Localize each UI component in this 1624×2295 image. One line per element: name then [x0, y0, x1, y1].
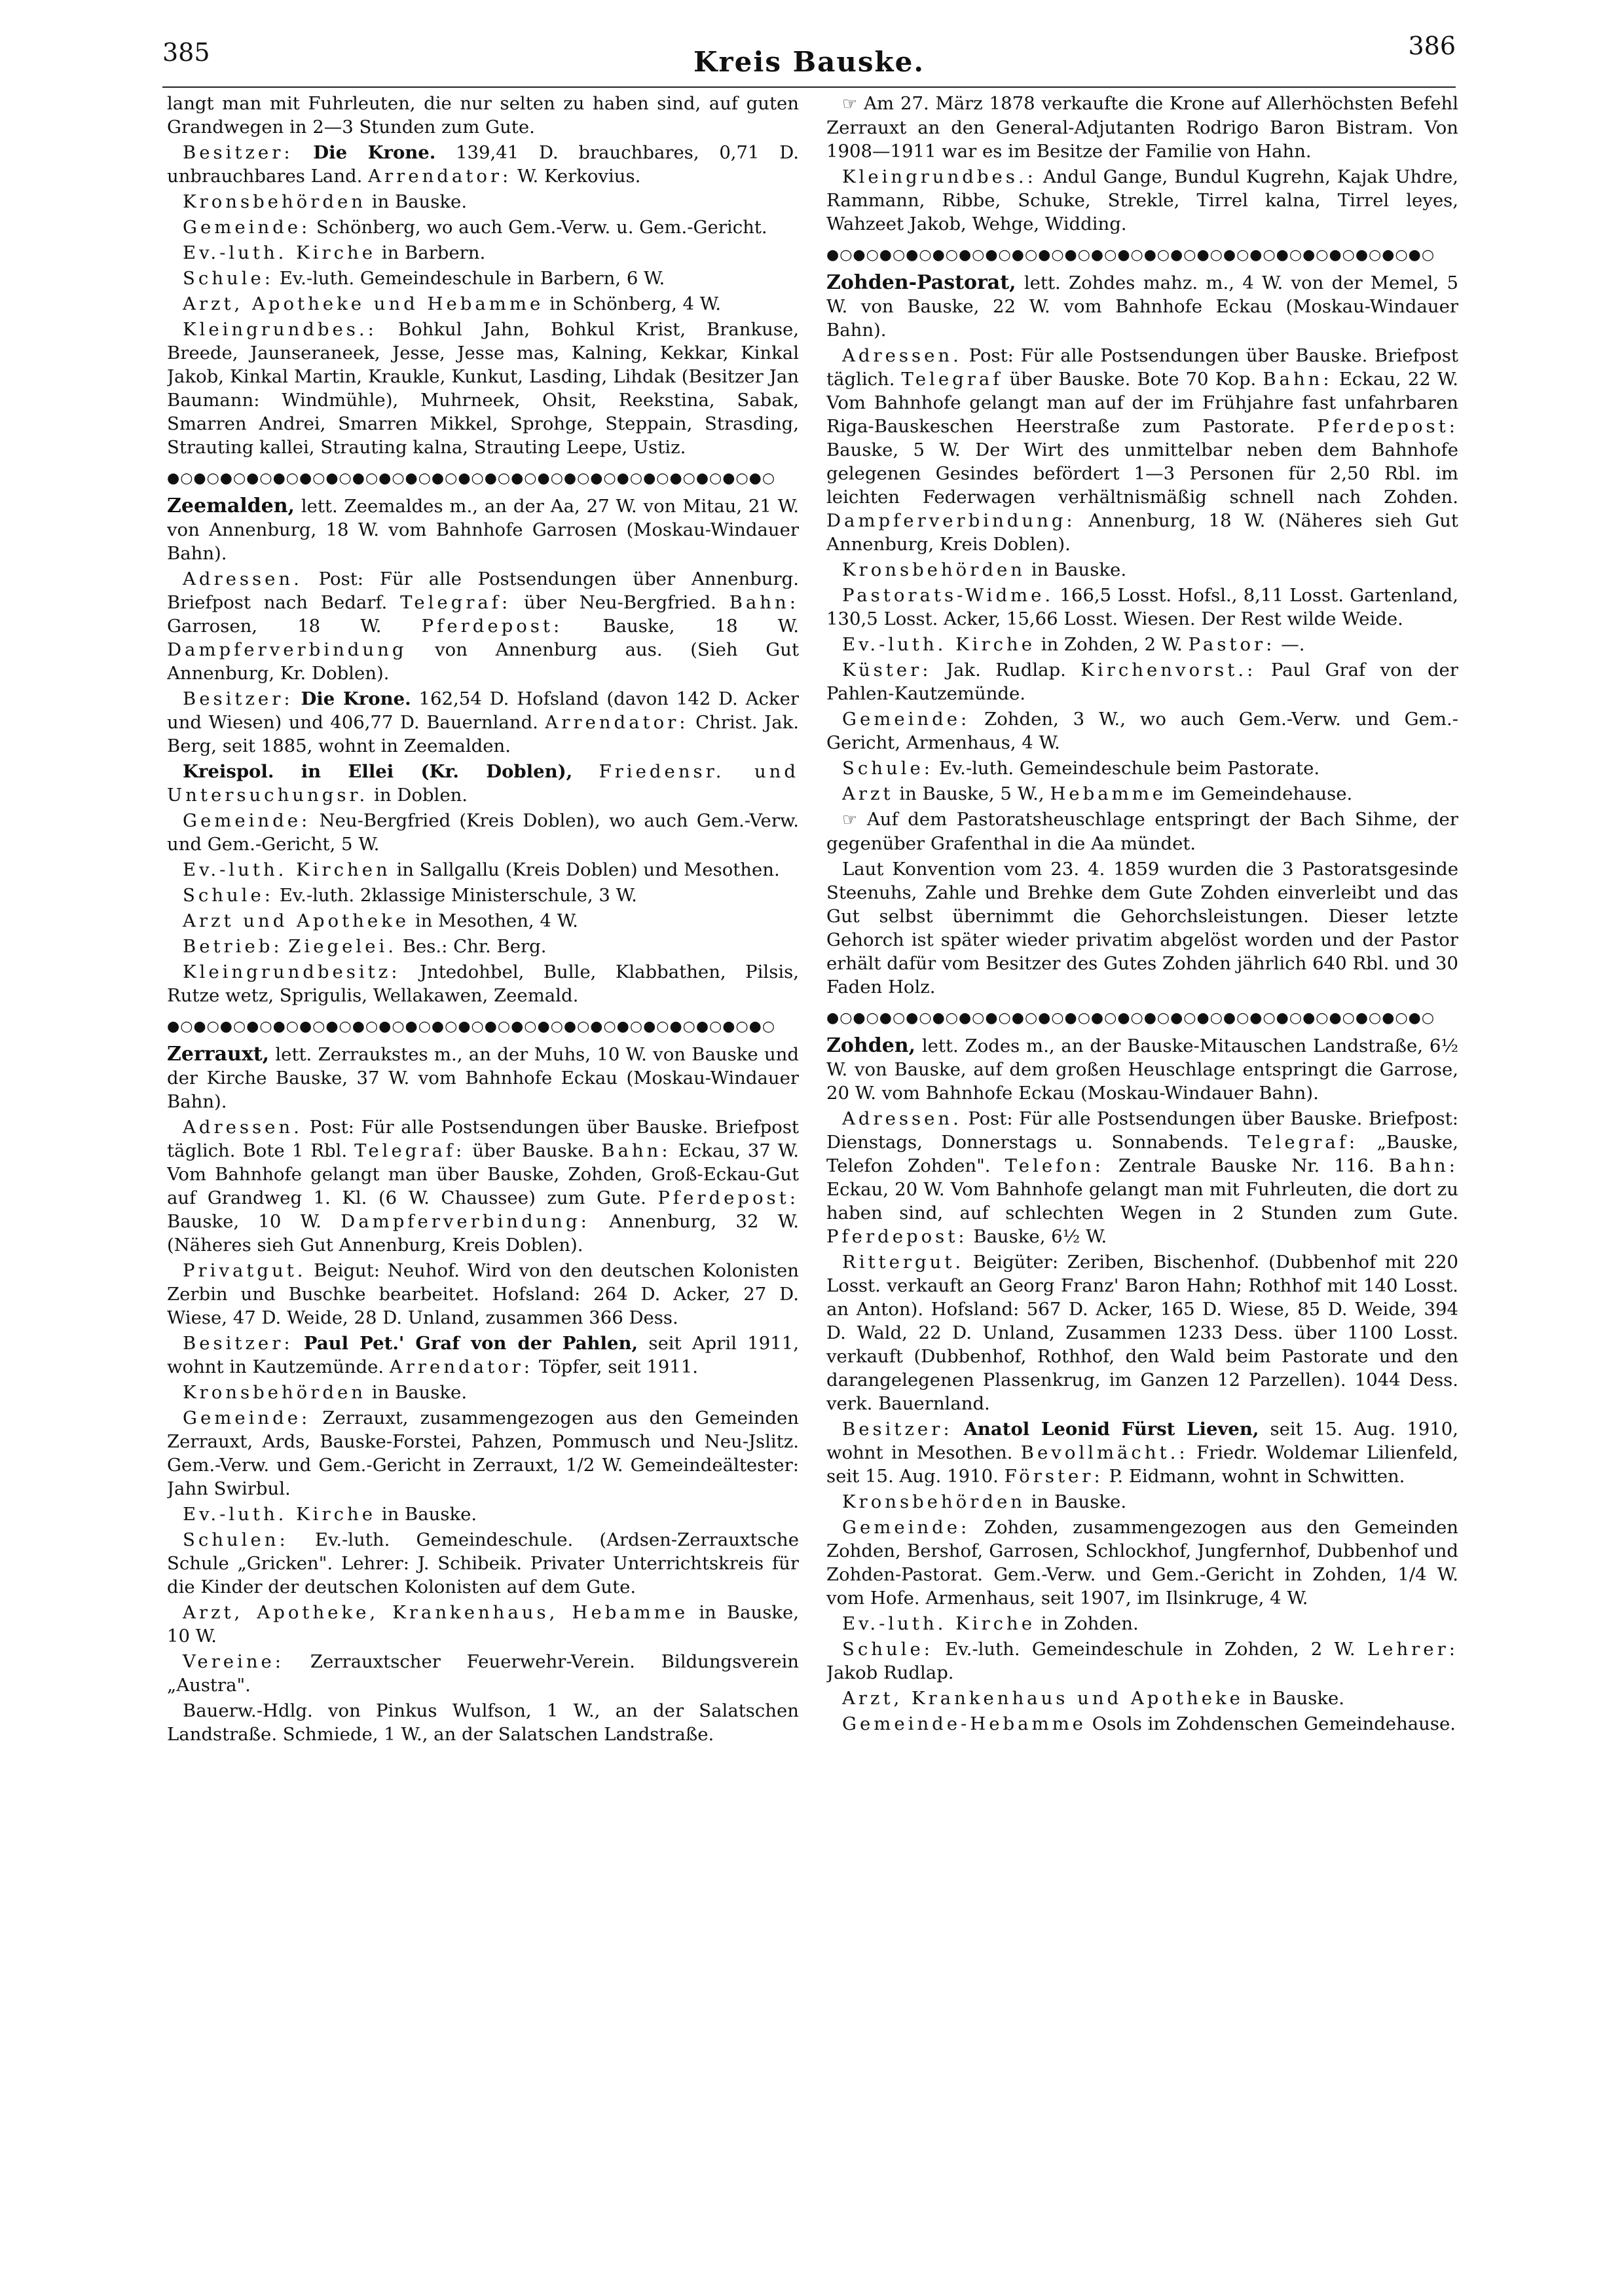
entry-zohden-pastorat: Zohden-Pastorat, lett. Zohdes mahz. m., 4 W. von der Memel, 5 W. von Bauske, 22 W. vom Bahnhofe Eckau (Moskau-Windauer Bahn). — [826, 271, 1458, 341]
paragraph: Gemeinde: Zohden, 3 W., wo auch Gem.-Verw. und Gem.-Gericht, Armenhaus, 4 W. — [826, 709, 1458, 753]
paragraph: Schulen: Ev.-luth. Gemeindeschule. (Ardsen-Zerrauxtsche Schule „Gricken". Lehrer: J. Schibeik. Privater Unterrichtskreis für die Kinder der deutschen Kolonisten auf dem Gute. — [167, 1529, 799, 1597]
paragraph: Adressen. Post: Für alle Postsendungen über Bauske. Briefpost täglich. Telegraf über Bauske. Bote 70 Kop. Bahn: Eckau, 22 W. Vom Bahnhofe gelangt man auf der im Frühjahre fast unfahrbaren Riga-Bauskeschen Heerstraße zum Pastorate. Pferdepost: Bauske, 5 W. Der Wirt des unmittelbar neben dem Bahnhofe gelegenen Gesindes befördert 1—3 Personen für 2,50 Rbl. im leichten Federwagen verhältnismäßig schnell nach Zohden. Dampferverbindung: Annenburg, 18 W. (Näheres sieh Gut Annenburg, Kreis Doblen). — [826, 345, 1458, 555]
paragraph: Kronsbehörden in Bauske. — [183, 1382, 468, 1403]
paragraph: ☞ Auf dem Pastoratsheuschlage entspringt der Bach Sihme, der gegenüber Grafenthal in die Aa mündet. — [826, 809, 1458, 854]
page-header — [162, 31, 1456, 78]
paragraph: Schule: Ev.-luth. Gemeindeschule in Barbern, 6 W. — [183, 268, 665, 289]
paragraph: Ev.-luth. Kirche in Zohden. — [842, 1613, 1139, 1634]
paragraph: Rittergut. Beigüter: Zeriben, Bischenhof. (Dubbenhof mit 220 Losst. verkauft an Georg Franz' Baron Hahn; Rothhof mit 140 Losst. an Anton). Hofsland: 567 D. Acker, 165 D. Wiese, 85 D. Weide, 394 D. Wald, 22 D. Unland, Zusammen 1233 Dess. über 1100 Losst. verkauft (Dubbenhof, Rothhof, den Wald beim Pastorate und den darangelegenen Plassenkrug, im Ganzen 12 Parzellen). 1044 Dess. verk. Bauernland. — [826, 1252, 1458, 1414]
paragraph: Kleingrundbesitz: Jntedohbel, Bulle, Klabbathen, Pilsis, Rutze wetz, Sprigulis, Wellakawen, Zeemald. — [167, 961, 799, 1006]
paragraph: Schule: Ev.-luth. Gemeindeschule beim Pastorate. — [842, 758, 1320, 779]
paragraph: Gemeinde: Zohden, zusammengezogen aus den Gemeinden Zohden, Bershof, Garrosen, Schlockhof, Jungfernhof, Dubbenhof und Zohden-Pastorat. Gem.-Verw. und Gem.-Gericht in Zohden, 1/4 W. vom Hofe. Armenhaus, seit 1907, im Ilsinkruge, 4 W. — [826, 1517, 1458, 1609]
paragraph: Adressen. Post: Für alle Postsendungen über Annenburg. Briefpost nach Bedarf. Telegraf: über Neu-Bergfried. Bahn: Garrosen, 18 W. Pferdepost: Bauske, 18 W. Dampferverbindung von Annenburg aus. (Sieh Gut Annenburg, Kr. Doblen). — [167, 569, 799, 684]
ornament-separator: ●○●○●○●○●○●○●○●○●○●○●○●○●○●○●○●○●○●○●○●○●○●○●○ — [826, 247, 1435, 263]
ornament-separator: ●○●○●○●○●○●○●○●○●○●○●○●○●○●○●○●○●○●○●○●○●○●○●○ — [167, 1018, 776, 1035]
paragraph: Ev.-luth. Kirchen in Sallgallu (Kreis Doblen) und Mesothen. — [183, 859, 780, 880]
paragraph: langt man mit Fuhrleuten, die nur selten zu haben sind, auf guten Grandwegen in 2—3 Stunden zum Gute. — [167, 93, 799, 138]
page-number-left: 385 — [162, 38, 210, 67]
ornament-separator: ●○●○●○●○●○●○●○●○●○●○●○●○●○●○●○●○●○●○●○●○●○●○●○ — [826, 1010, 1435, 1026]
left-column — [167, 92, 799, 2214]
ornament-separator: ●○●○●○●○●○●○●○●○●○●○●○●○●○●○●○●○●○●○●○●○●○●○●○ — [167, 470, 776, 487]
paragraph: Besitzer: Paul Pet.' Graf von der Pahlen, seit April 1911, wohnt in Kautzemünde. Arrendator: Töpfer, seit 1911. — [167, 1333, 799, 1377]
paragraph: Kronsbehörden in Bauske. — [842, 1491, 1127, 1512]
paragraph: Arzt in Bauske, 5 W., Hebamme im Gemeindehause. — [842, 783, 1353, 804]
entry-zerrauxt: Zerrauxt, lett. Zerraukstes m., an der Muhs, 10 W. von Bauske und der Kirche Bauske, 37 W. vom Bahnhofe Eckau (Moskau-Windauer Bahn). — [167, 1043, 799, 1112]
right-column — [826, 92, 1458, 2214]
paragraph: Kleingrundbes.: Bohkul Jahn, Bohkul Krist, Brankuse, Breede, Jaunseraneek, Jesse, Jesse mas, Kalning, Kekkar, Kinkal Jakob, Kinkal Martin, Kraukle, Kunkut, Lasding, Lihdak (Besitzer Jan Baumann: Windmühle), Muhrneek, Ohsit, Reekstina, Sabak, Smarren Andrei, Smarren Mikkel, Sprohge, Steppain, Strasding, Strauting kallei, Strauting kalna, Strauting Leepe, Ustiz. — [167, 319, 799, 458]
entry-zohden: Zohden, lett. Zodes m., an der Bauske-Mitauschen Landstraße, 6½ W. von Bauske, auf dem großen Heuschlage entspringt die Garrose, 20 W. vom Bahnhofe Eckau (Moskau-Windauer Bahn). — [826, 1034, 1458, 1104]
header-rule — [162, 86, 1456, 88]
entry-zeemalden: Zeemalden, lett. Zeemaldes m., an der Aa, 27 W. von Mitau, 21 W. von Annenburg, 18 W. vom Bahnhofe Garrosen (Moskau-Windauer Bahn). — [167, 494, 799, 564]
paragraph: Pastorats-Widme. 166,5 Losst. Hofsl., 8,11 Losst. Gartenland, 130,5 Losst. Acker, 15,66 Losst. Wiesen. Der Rest wilde Weide. — [826, 585, 1458, 629]
paragraph: Adressen. Post: Für alle Postsendungen über Bauske. Briefpost täglich. Bote 1 Rbl. Telegraf: über Bauske. Bahn: Eckau, 37 W. Vom Bahnhofe gelangt man über Bauske, Zohden, Groß-Eckau-Gut auf Grandweg 1. Kl. (6 W. Chaussee) zum Gute. Pferdepost: Bauske, 10 W. Dampferverbindung: Annenburg, 32 W. (Näheres sieh Gut Annenburg, Kreis Doblen). — [167, 1117, 799, 1256]
paragraph: Kreispol. in Ellei (Kr. Doblen), Friedensr. und Untersuchungsr. in Doblen. — [167, 761, 799, 806]
paragraph: Schule: Ev.-luth. Gemeindeschule in Zohden, 2 W. Lehrer: Jakob Rudlap. — [826, 1639, 1458, 1683]
paragraph: Adressen. Post: Für alle Postsendungen über Bauske. Briefpost: Dienstags, Donnerstags u. Sonnabends. Telegraf: „Bauske, Telefon Zohden". Telefon: Zentrale Bauske Nr. 116. Bahn: Eckau, 20 W. Vom Bahnhofe gelangt man mit Fuhrleuten, die dort zu haben sind, auf schlechten Wegen in 2 Stunden zum Gute. Pferdepost: Bauske, 6½ W. — [826, 1108, 1458, 1247]
paragraph: Schule: Ev.-luth. 2klassige Ministerschule, 3 W. — [183, 885, 637, 906]
paragraph: Kronsbehörden in Bauske. — [183, 191, 468, 212]
paragraph: Vereine: Zerrauxtscher Feuerwehr-Verein. Bildungsverein „Austra". — [167, 1651, 799, 1696]
paragraph: Gemeinde-Hebamme Osols im Zohdenschen Gemeindehause. — [842, 1713, 1456, 1734]
paragraph: Arzt, Apotheke, Krankenhaus, Hebamme in Bauske, 10 W. — [167, 1602, 799, 1647]
paragraph: Besitzer: Die Krone. 139,41 D. brauchbares, 0,71 D. unbrauchbares Land. Arrendator: W. Kerkovius. — [167, 142, 799, 187]
paragraph: Ev.-luth. Kirche in Barbern. — [183, 242, 486, 263]
paragraph: Betrieb: Ziegelei. Bes.: Chr. Berg. — [183, 936, 547, 957]
pointing-hand-icon: ☞ — [842, 94, 858, 114]
paragraph: Besitzer: Die Krone. 162,54 D. Hofsland (davon 142 D. Acker und Wiesen) und 406,77 D. Bauernland. Arrendator: Christ. Jak. Berg, seit 1885, wohnt in Zeemalden. — [167, 688, 799, 756]
paragraph: Privatgut. Beigut: Neuhof. Wird von den deutschen Kolonisten Zerbin und Buschke bearbeitet. Hofsland: 264 D. Acker, 27 D. Wiese, 47 D. Weide, 28 D. Unland, zusammen 366 Dess. — [167, 1260, 799, 1328]
paragraph: Arzt, Apotheke und Hebamme in Schönberg, 4 W. — [183, 293, 721, 314]
paragraph: Arzt und Apotheke in Mesothen, 4 W. — [183, 910, 578, 931]
paragraph: Kleingrundbes.: Andul Gange, Bundul Kugrehn, Kajak Uhdre, Rammann, Ribbe, Schuke, Strekle, Tirrel kalna, Tirrel leyes, Wahzeet Jakob, Wehge, Widding. — [826, 166, 1458, 234]
paragraph: Besitzer: Anatol Leonid Fürst Lieven, seit 15. Aug. 1910, wohnt in Mesothen. Bevollmächt.: Friedr. Woldemar Lilienfeld, seit 15. Aug. 1910. Förster: P. Eidmann, wohnt in Schwitten. — [826, 1419, 1458, 1487]
paragraph: Küster: Jak. Rudlap. Kirchenvorst.: Paul Graf von der Pahlen-Kautzemünde. — [826, 660, 1458, 704]
pointing-hand-icon: ☞ — [842, 810, 858, 830]
paragraph: ☞ Am 27. März 1878 verkaufte die Krone auf Allerhöchsten Befehl Zerrauxt an den General-Adjutanten Rodrigo Baron Bistram. Von 1908—1911 war es im Besitze der Familie von Hahn. — [826, 93, 1458, 162]
paragraph: Bauerw.-Hdlg. von Pinkus Wulfson, 1 W., an der Salatschen Landstraße. Schmiede, 1 W., an der Salatschen Landstraße. — [167, 1700, 799, 1745]
paragraph: Kronsbehörden in Bauske. — [842, 559, 1127, 580]
paragraph: Laut Konvention vom 23. 4. 1859 wurden die 3 Pastoratsgesinde Steenuhs, Zahle und Brehke dem Gute Zohden einverleibt und das Gut selbst übernimmt die Gehorchsleistungen. Dieser letzte Gehorch ist später wieder privatim abgelöst worden und der Pastor erhält dafür vom Besitzer des Gutes Zohden jährlich 640 Rbl. und 30 Faden Holz. — [826, 859, 1458, 998]
paragraph: Ev.-luth. Kirche in Bauske. — [183, 1504, 477, 1525]
paragraph: Gemeinde: Zerrauxt, zusammengezogen aus den Gemeinden Zerrauxt, Ards, Bauske-Forstei, Pahzen, Pommusch und Neu-Jslitz. Gem.-Verw. und Gem.-Gericht in Zerrauxt, 1/2 W. Gemeindeältester: Jahn Swirbul. — [167, 1408, 799, 1499]
paragraph: Gemeinde: Neu-Bergfried (Kreis Doblen), wo auch Gem.-Verw. und Gem.-Gericht, 5 W. — [167, 810, 799, 855]
paragraph: Gemeinde: Schönberg, wo auch Gem.-Verw. u. Gem.-Gericht. — [183, 217, 767, 238]
page-number-right: 386 — [1408, 31, 1456, 60]
paragraph: Arzt, Krankenhaus und Apotheke in Bauske. — [842, 1688, 1345, 1709]
paragraph: Ev.-luth. Kirche in Zohden, 2 W. Pastor: —. — [842, 634, 1305, 655]
running-title: Kreis Bauske. — [693, 46, 925, 78]
